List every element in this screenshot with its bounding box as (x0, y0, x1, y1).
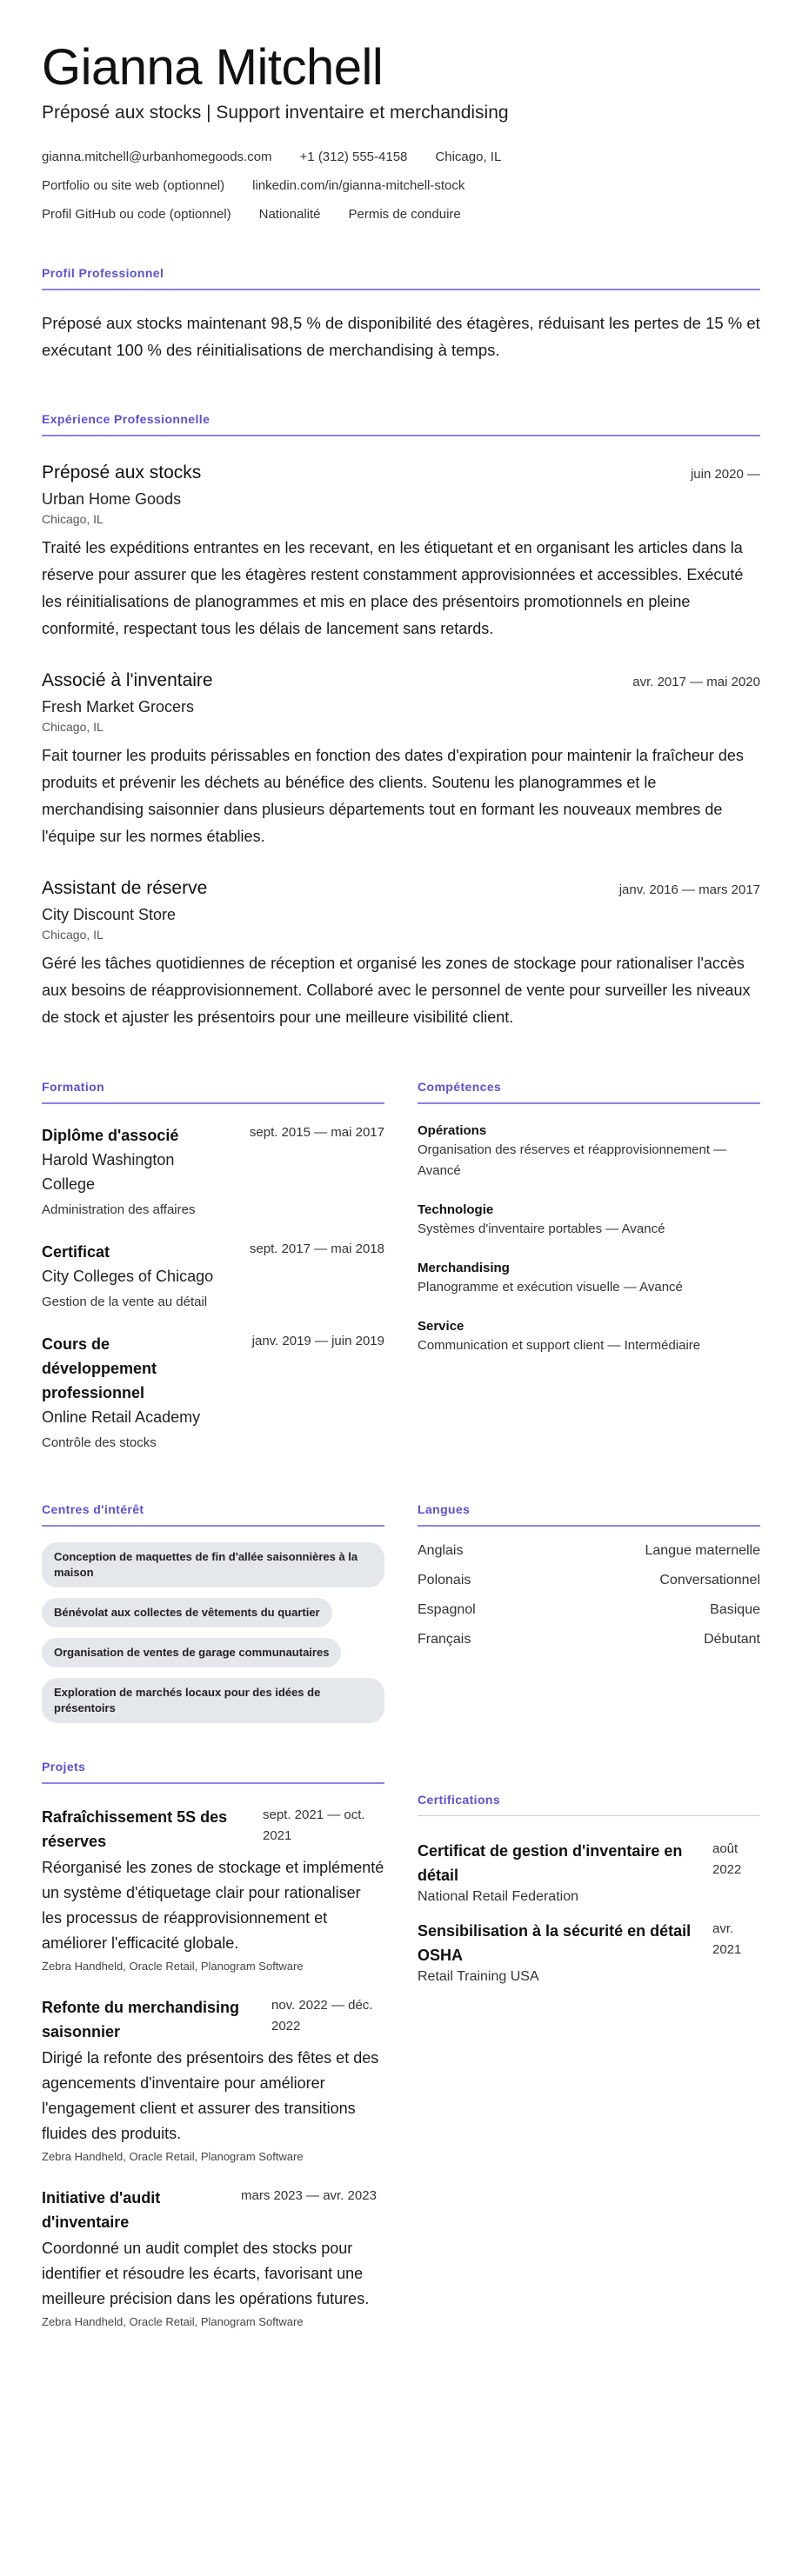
job-description: Fait tourner les produits périssables en fonction des dates d'expiration pour maintenir la fraîcheur des produits et prévenir les déchets au bénéfice des clients. Soutenu les planogrammes et le merchandising saisonnier dans plusieurs départements tout en formant les nouveaux membres de l'équipe sur les normes établies. (42, 747, 744, 845)
skill-category: Opérations (418, 1123, 487, 1138)
languages-section (418, 1502, 760, 1734)
candidate-subtitle: Préposé aux stocks | Support inventaire et merchandising (42, 103, 509, 123)
projects-section (42, 1760, 384, 2328)
certification-name: Sensibilisation à la sécurité en détail OSHA (418, 1922, 692, 1964)
project-title: Initiative d'audit d'inventaire (42, 2189, 161, 2231)
job-location: Chicago, IL (42, 928, 104, 942)
education-entry (42, 1123, 384, 1221)
contact-linkedin[interactable]: linkedin.com/in/gianna-mitchell-stock (252, 178, 465, 193)
skill-category: Technologie (418, 1202, 494, 1217)
skill-description: Organisation des réserves et réapprovisionnement — Avancé (418, 1142, 727, 1178)
certification-name: Certificat de gestion d'inventaire en détail (418, 1842, 683, 1884)
contact-website[interactable]: Portfolio ou site web (optionnel) (42, 178, 225, 193)
job-description: Géré les tâches quotidiennes de réception et organisé les zones de stockage pour rationaliser l'accès aux besoins de réapprovisionnement. Collaboré avec le personnel de vente pour surveiller les niveaux de stock et ajuster les présentoirs pour une meilleure visibilité client. (42, 955, 751, 1026)
section-title: Compétences (418, 1080, 760, 1104)
profile-summary: Préposé aux stocks maintenant 98,5 % de disponibilité des étagères, réduisant les pertes de 15 % et exécutant 100 % des réinitialisations de merchandising à temps. (42, 314, 760, 359)
interest-pill: Conception de maquettes de fin d'allée saisonnières à la maison (42, 1542, 384, 1588)
certification-issuer: Retail Training USA (418, 1969, 539, 1984)
education-section (42, 1080, 384, 1454)
education-degree: Certificat (42, 1243, 110, 1261)
job-entry (42, 878, 760, 1031)
project-dates: sept. 2021 — oct. 2021 (263, 1807, 365, 1843)
section-title: Langues (418, 1502, 760, 1527)
education-field: Contrôle des stocks (42, 1435, 157, 1450)
candidate-name: Gianna Mitchell (42, 39, 384, 96)
profile-section (42, 266, 760, 363)
interest-pill: Exploration de marchés locaux pour des idées de présentoirs (42, 1678, 384, 1723)
projects-certifications-row (42, 1760, 760, 2328)
job-company: Fresh Market Grocers (42, 698, 195, 716)
job-title: Associé à l'inventaire (42, 670, 213, 690)
skill-entry (418, 1261, 760, 1298)
project-tools: Zebra Handheld, Oracle Retail, Planogram Software (42, 2150, 304, 2163)
job-dates: juin 2020 — (690, 467, 760, 482)
job-entry (42, 463, 760, 642)
contact-row (42, 207, 760, 223)
interest-pill: Organisation de ventes de garage communautaires (42, 1638, 341, 1667)
skill-entry (418, 1319, 760, 1356)
experience-section (42, 412, 760, 1031)
resume-header (42, 38, 760, 223)
language-name: Anglais (418, 1543, 464, 1558)
project-entry (42, 2186, 384, 2328)
contact-nationality: Nationalité (258, 207, 321, 222)
language-list (418, 1542, 760, 1648)
project-title: Refonte du merchandising saisonnier (42, 1999, 240, 2040)
interest-pills (42, 1542, 384, 1734)
section-title: Profil Professionnel (42, 266, 760, 290)
job-location: Chicago, IL (42, 720, 104, 734)
job-description: Traité les expéditions entrantes en les recevant, en les étiquetant et en organisant les articles dans la réserve pour assurer que les étagères restent constamment approvisionnées et accessibles. Exécuté les réinitialisations de planogrammes et mis en place des présentoirs promotionnels en pleine conformité, respectant tous les délais de lancement sans retards. (42, 539, 744, 637)
certifications-section (418, 1760, 760, 2328)
education-degree: Diplôme d'associé (42, 1127, 179, 1144)
job-title: Préposé aux stocks (42, 463, 202, 483)
contact-city: Chicago, IL (435, 150, 502, 164)
contact-license: Permis de conduire (348, 207, 461, 222)
project-entry (42, 1805, 384, 1973)
language-name: Polonais (418, 1573, 471, 1588)
skill-entry (418, 1123, 760, 1181)
contact-row (42, 178, 760, 194)
education-entry (42, 1332, 384, 1454)
project-dates: nov. 2022 — déc. 2022 (271, 1998, 373, 2034)
education-skills-row (42, 1080, 760, 1454)
education-degree: Cours de développement professionnel (42, 1335, 157, 1401)
job-dates: avr. 2017 — mai 2020 (632, 675, 760, 689)
language-name: Français (418, 1632, 471, 1647)
project-title: Rafraîchissement 5S des réserves (42, 1808, 228, 1850)
interests-languages-row (42, 1502, 760, 1734)
education-dates: sept. 2015 — mai 2017 (249, 1125, 384, 1140)
skill-description: Communication et support client — Intermédiaire (418, 1338, 701, 1353)
job-location: Chicago, IL (42, 512, 104, 526)
project-tools: Zebra Handheld, Oracle Retail, Planogram Software (42, 1960, 304, 1973)
language-level: Conversationnel (659, 1573, 760, 1588)
education-school: Harold Washington College (42, 1151, 175, 1193)
certification-issuer: National Retail Federation (418, 1889, 578, 1904)
contact-email[interactable]: gianna.mitchell@urbanhomegoods.com (42, 150, 272, 164)
language-level: Basique (710, 1602, 760, 1617)
contact-row (42, 150, 760, 165)
section-title: Formation (42, 1080, 384, 1104)
education-field: Gestion de la vente au détail (42, 1295, 208, 1309)
section-title: Expérience Professionnelle (42, 412, 760, 436)
certification-entry (418, 1839, 760, 1905)
project-entry (42, 1995, 384, 2163)
job-company: Urban Home Goods (42, 490, 182, 508)
job-entry (42, 670, 760, 850)
education-dates: sept. 2017 — mai 2018 (249, 1241, 384, 1256)
section-title: Certifications (418, 1793, 760, 1816)
language-level: Langue maternelle (645, 1543, 760, 1558)
skill-description: Systèmes d'inventaire portables — Avancé (418, 1221, 665, 1236)
job-title: Assistant de réserve (42, 878, 208, 898)
education-school: City Colleges of Chicago (42, 1268, 214, 1285)
project-tools: Zebra Handheld, Oracle Retail, Planogram Software (42, 2315, 304, 2328)
language-row (418, 1542, 760, 1560)
language-row (418, 1601, 760, 1619)
job-dates: janv. 2016 — mars 2017 (618, 882, 760, 897)
skill-description: Planogramme et exécution visuelle — Avancé (418, 1280, 683, 1295)
language-level: Débutant (704, 1632, 760, 1647)
contact-info (42, 150, 760, 223)
section-title: Projets (42, 1760, 384, 1784)
project-description: Coordonné un audit complet des stocks pour identifier et résoudre les écarts, favorisant une meilleure précision dans les opérations futures. (42, 2240, 370, 2307)
certification-date: août 2022 (712, 1841, 742, 1877)
language-name: Espagnol (418, 1602, 476, 1617)
language-row (418, 1572, 760, 1589)
project-description: Dirigé la refonte des présentoirs des fêtes et des agencements d'inventaire pour améliorer l'engagement client et assurer des transitions fluides des produits. (42, 2049, 379, 2142)
education-field: Administration des affaires (42, 1202, 196, 1217)
language-row (418, 1631, 760, 1648)
skill-category: Merchandising (418, 1261, 510, 1275)
job-company: City Discount Store (42, 906, 177, 923)
skills-section (418, 1080, 760, 1454)
project-description: Réorganisé les zones de stockage et implémenté un système d'étiquetage clair pour rationaliser les processus de réapprovisionnement et améliorer l'efficacité globale. (42, 1859, 384, 1952)
interests-section (42, 1502, 384, 1734)
interest-pill: Bénévolat aux collectes de vêtements du quartier (42, 1598, 332, 1627)
contact-github[interactable]: Profil GitHub ou code (optionnel) (42, 207, 231, 222)
certification-date: avr. 2021 (712, 1921, 742, 1957)
education-school: Online Retail Academy (42, 1408, 201, 1426)
project-dates: mars 2023 — avr. 2023 (241, 2188, 377, 2203)
contact-phone[interactable]: +1 (312) 555-4158 (299, 150, 408, 164)
education-entry (42, 1240, 384, 1313)
section-title: Centres d'intérêt (42, 1502, 384, 1527)
certification-entry (418, 1919, 760, 1985)
skill-category: Service (418, 1319, 464, 1334)
education-dates: janv. 2019 — juin 2019 (251, 1334, 384, 1348)
skill-entry (418, 1202, 760, 1240)
